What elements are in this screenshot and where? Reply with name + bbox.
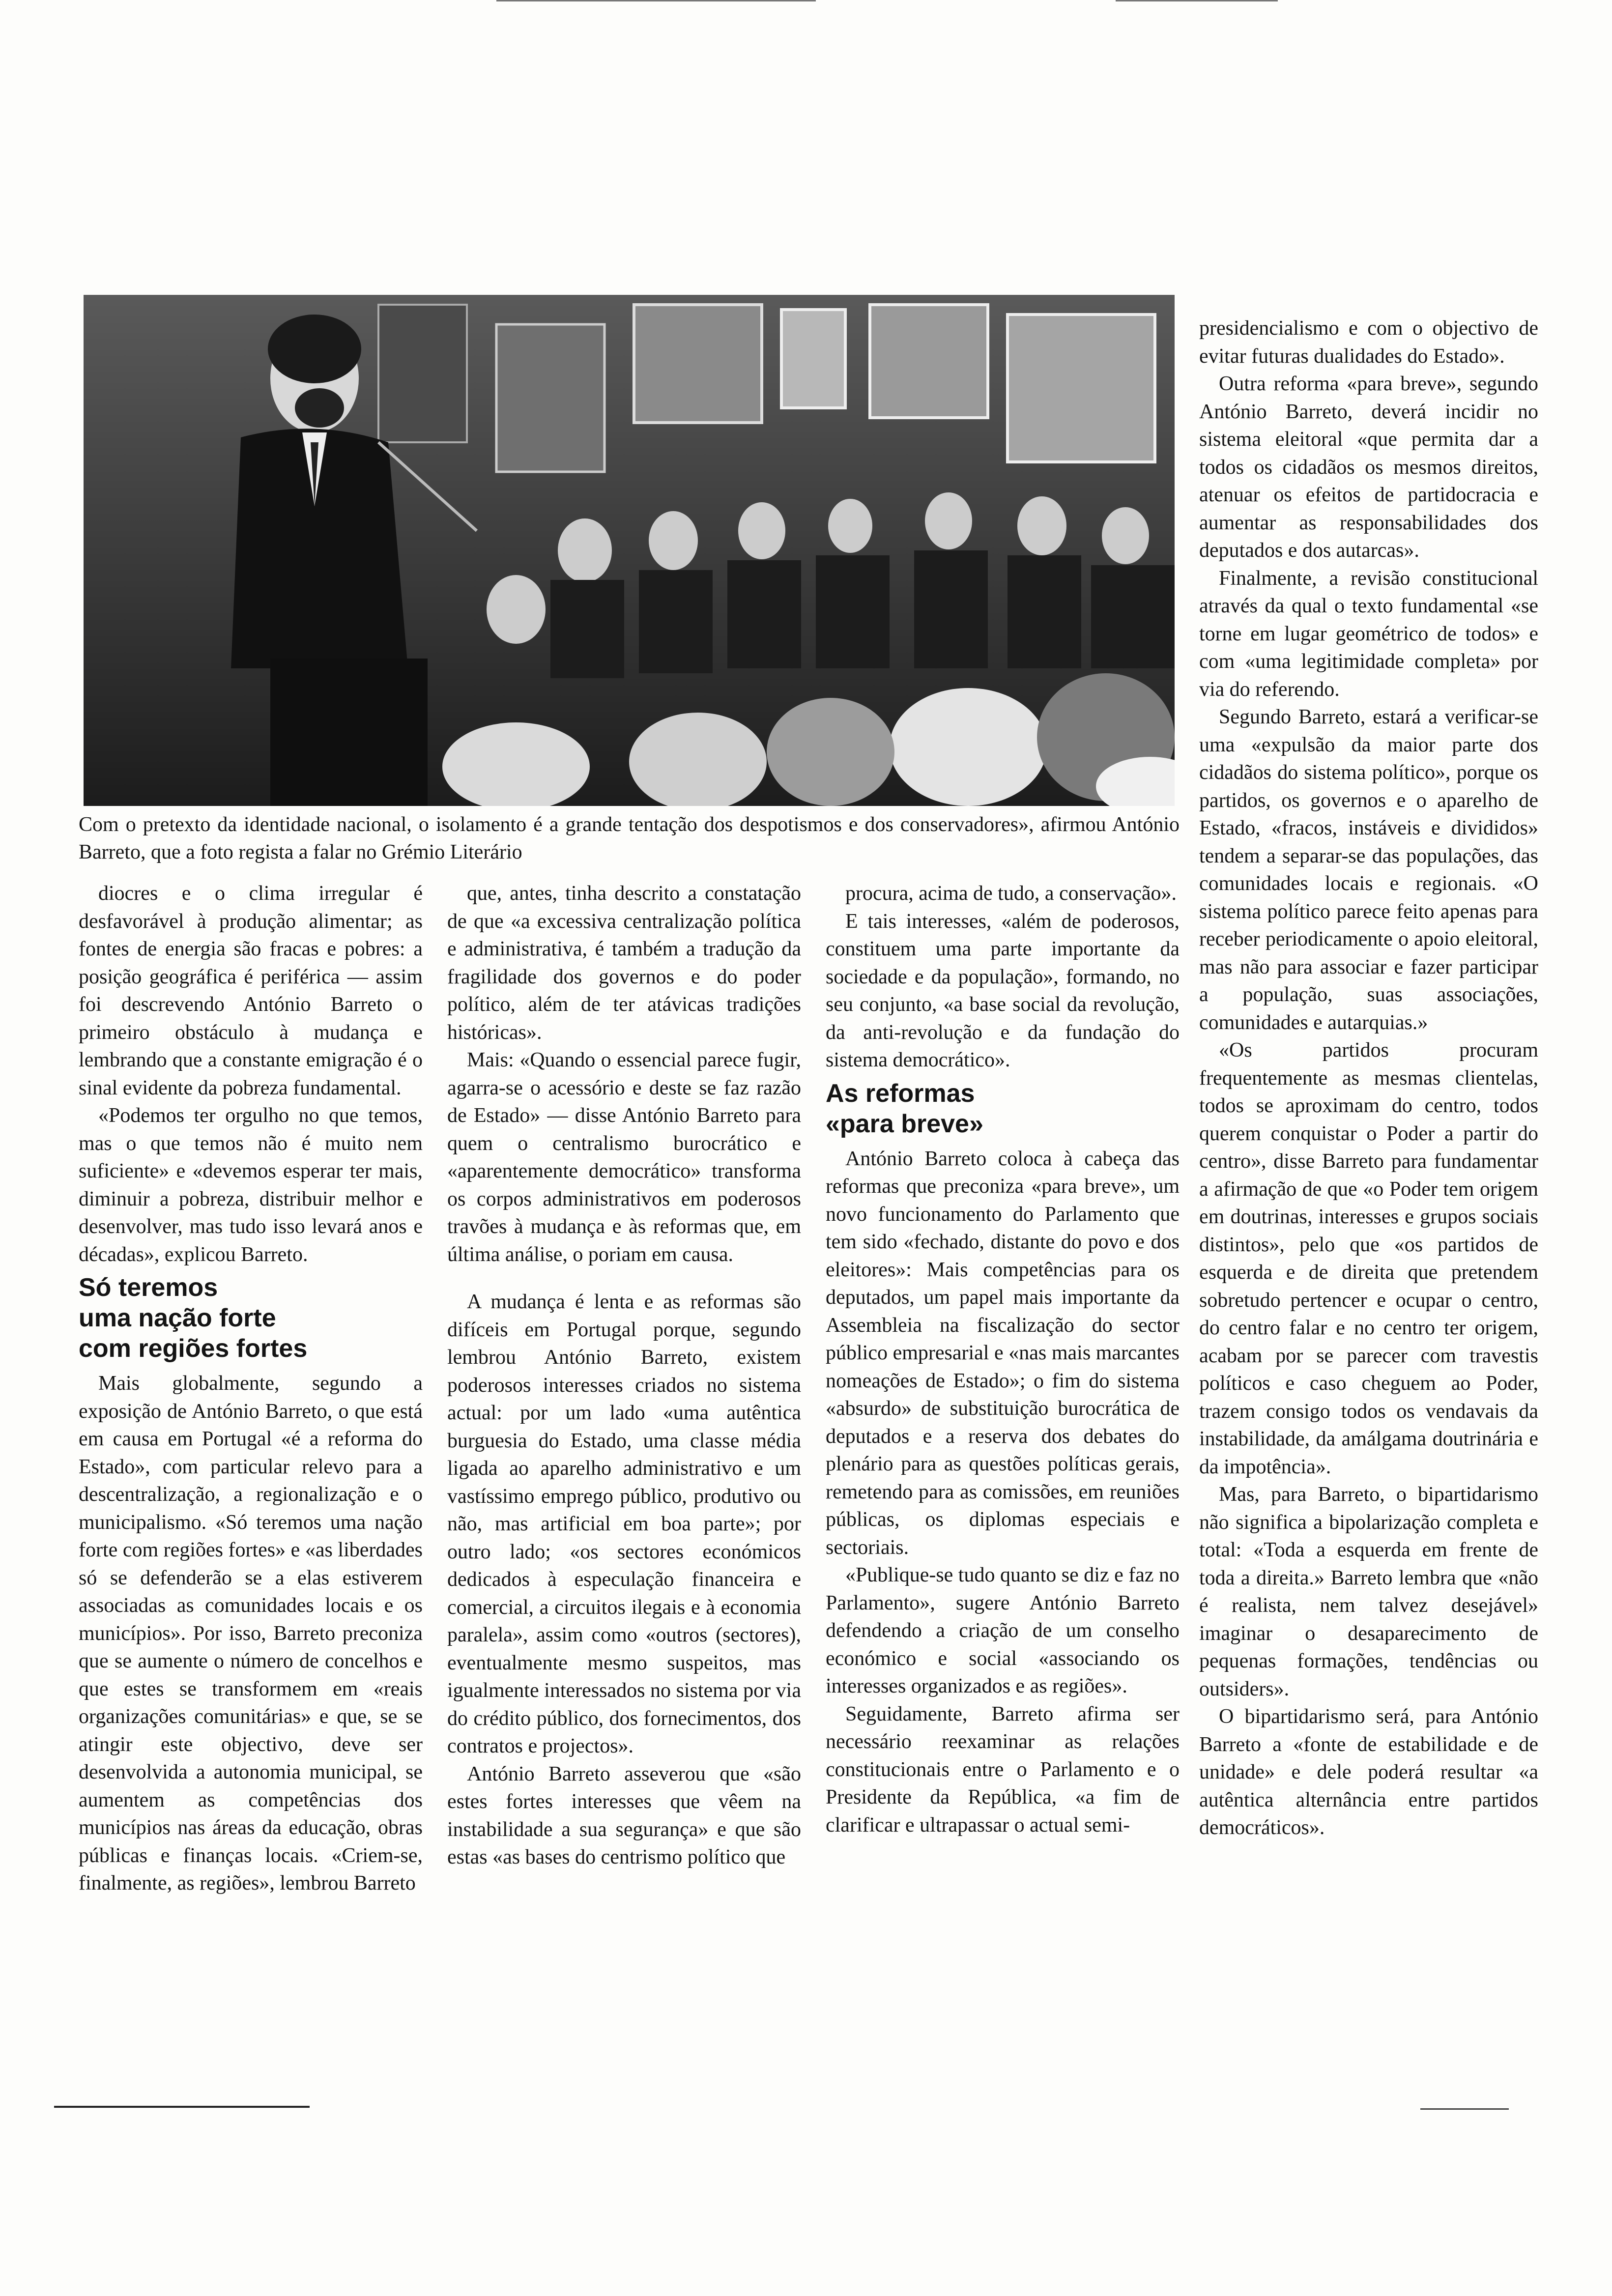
article-column-4: [1199, 315, 1538, 1842]
bottom-rule: [54, 2106, 310, 2108]
top-scan-mark: [1116, 0, 1278, 1]
photo-illustration: [84, 295, 1175, 806]
paragraph: Outra reforma «para breve», segundo António Barreto, deverá incidir no sistema eleitoral «que permita dar a todos os cidadãos os mesmos direitos, atenuar os efeitos de partidocracia e aumentar as responsabilidades dos deputados e dos autarcas».: [1199, 373, 1538, 562]
paragraph: procura, acima de tudo, a conservação».: [845, 882, 1177, 905]
paragraph: diocres e o clima irregular é desfavorável à produção alimentar; as fontes de energia são fracas e pobres: a posição geográfica é periférica — assim foi descrevendo António Barreto o primeiro obstáculo à mudança e lembrando que a constante emigração é o sinal evidente da pobreza fundamental.: [79, 882, 423, 1099]
paragraph: «Podemos ter orgulho no que temos, mas o que temos não é muito nem suficiente» e «devemos esperar ter mais, diminuir a pobreza, distribuir melhor e desenvolver, mas tudo isso levará anos e décadas», explicou Barreto.: [79, 1104, 423, 1266]
paragraph: «Publique-se tudo quanto se diz e faz no Parlamento», sugere António Barreto defendendo a criação de um conselho económico e social «associando os interesses organizados e as regiões».: [826, 1564, 1180, 1697]
paragraph: O bipartidarismo será, para António Barreto a «fonte de estabilidade e de unidade» e dele poderá resultar «a autêntica alternância entre partidos democráticos».: [1199, 1705, 1538, 1839]
heading-line: uma nação forte: [79, 1304, 276, 1332]
end-mark: [1420, 2108, 1509, 2110]
paragraph: «Os partidos procuram frequentemente as mesmas clientelas, todos se aproximam do centro, todos querem conquistar o Poder a partir do centro», disse Barreto para fundamentar a afirmação de que «o Poder tem origem em doutrinas, interesses e grupos sociais distintos», pelo que «os partidos de esquerda e de direita que pretendem sobretudo pertencer e ocupar o centro, do centro falar e no centro ter origem, acabam por se parecer com travestis políticos e caso cheguem ao Poder, trazem consigo todos os vendavais da instabilidade, da amálgama doutrinária e da impotência».: [1199, 1039, 1538, 1478]
heading-line: Só teremos: [79, 1273, 218, 1302]
article-column-3: [826, 880, 1180, 1839]
paragraph: Mais: «Quando o essencial parece fugir, agarra-se o acessório e deste se faz razão de Estado» — disse António Barreto para quem o centralismo burocrático e «aparentemente democrático» transforma os corpos administrativos em poderosos travões à mudança e às reformas que, em última análise, o poriam em causa.: [447, 1049, 801, 1266]
paragraph: presidencialismo e com o objectivo de evitar futuras dualidades do Estado».: [1199, 317, 1538, 368]
paragraph: que, antes, tinha descrito a constatação de que «a excessiva centralização política e administrativa, é também a tradução da fragilidade dos governos e do poder político, além de ter atávicas tradições históricas».: [447, 882, 801, 1044]
paragraph: Segundo Barreto, estará a verificar-se uma «expulsão da maior parte dos cidadãos do sistema político», porque os partidos, os governos e o aparelho de Estado, «fracos, instáveis e divididos» tendem a separar-se das populações, das comunidades locais e regionais. «O sistema político parece feito apenas para receber periodicamente o apoio eleitoral, mas não para associar e fazer participar a população, suas associações, comunidades e autarquias.»: [1199, 706, 1538, 1034]
heading-line: «para breve»: [826, 1109, 983, 1138]
top-scan-mark: [496, 0, 816, 1]
paragraph: A mudança é lenta e as reformas são difíceis em Portugal porque, segundo lembrou António Barreto, existem poderosos interesses criados no sistema actual: por um lado «uma autêntica burguesia do Estado, uma classe média ligada ao aparelho administrativo e um vastíssimo emprego público, produtivo ou não, mas artificial em boa parte»; por outro lado; «os sectores económicos dedicados à especulação financeira e comercial, a circuitos ilegais e à economia paralela», assim como «outros (sectores), eventualmente mesmo suspeitos, mas igualmente interessados no sistema por via do crédito público, dos fornecimentos, dos contratos e projectos».: [447, 1291, 801, 1757]
photo-caption: Com o pretexto da identidade nacional, o isolamento é a grande tentação dos despotismos e dos conservadores», afirmou António Barreto, que a foto regista a falar no Grémio Literário: [79, 813, 1180, 863]
news-photo-speaker: [84, 295, 1175, 806]
paragraph: António Barreto asseverou que «são estes fortes interesses que vêem na instabilidade a sua segurança» e que são estas «as bases do centrismo político que: [447, 1762, 801, 1868]
paragraph: Mas, para Barreto, o bipartidarismo não significa a bipolarização completa e total: «Toda a esquerda em frente de toda a direita.» Barreto lembra que «não é realista, nem talvez desejável» imaginar o desaparecimento de pequenas formações, tendências ou outsiders».: [1199, 1483, 1538, 1700]
heading-line: com regiões fortes: [79, 1334, 308, 1363]
article-column-2: [447, 880, 801, 1871]
paragraph: E tais interesses, «além de poderosos, constituem uma parte importante da sociedade e da população», formando, no seu conjunto, «a base social da revolução, da anti-revolução e da fundação do sistema democrático».: [826, 910, 1180, 1071]
section-heading: [79, 1272, 423, 1364]
heading-line: As reformas: [826, 1079, 975, 1108]
paragraph: António Barreto coloca à cabeça das reformas que preconiza «para breve», um novo funcionamento do Parlamento que tem sido «fechado, distante do povo e dos eleitores»: Mais competências para os deputados, um papel mais importante da Assembleia na fiscalização do sector público empresarial e «nas mais marcantes nomeações de Estado»; o fim do sistema «absurdo» de substituição burocrática de deputados e a reserva dos debates do plenário para as questões políticas gerais, remetendo para as comissões, em reuniões públicas, os diplomas especiais e sectoriais.: [826, 1147, 1180, 1559]
paragraph: Finalmente, a revisão constitucional através da qual o texto fundamental «se torne em lugar geométrico de todos» e com «uma legitimidade completa» por via do referendo.: [1199, 567, 1538, 701]
paragraph: Mais globalmente, segundo a exposição de António Barreto, o que está em causa em Portugal «é a reforma do Estado», com particular relevo para a descentralização, a regionalização e o municipalismo. «Só teremos uma nação forte com regiões fortes» e «as liberdades só se defenderão se a elas estiverem associadas as comunidades locais e os municípios». Por isso, Barreto preconiza que se aumente o número de concelhos e que estes se transformem em «reais organizações comunitárias» e que, se se atingir este objectivo, deve ser desenvolvida a autonomia municipal, se aumentem as competências dos municípios nas áreas da educação, obras públicas e finanças locais. «Criem-se, finalmente, as regiões», lembrou Barreto: [79, 1372, 423, 1894]
article-column-1: [79, 880, 423, 1897]
paragraph: Seguidamente, Barreto afirma ser necessário reexaminar as relações constitucionais entre o Parlamento e o Presidente da República, «a fim de clarificar e ultrapassar o actual semi-: [826, 1702, 1180, 1837]
section-heading: [826, 1078, 1180, 1139]
